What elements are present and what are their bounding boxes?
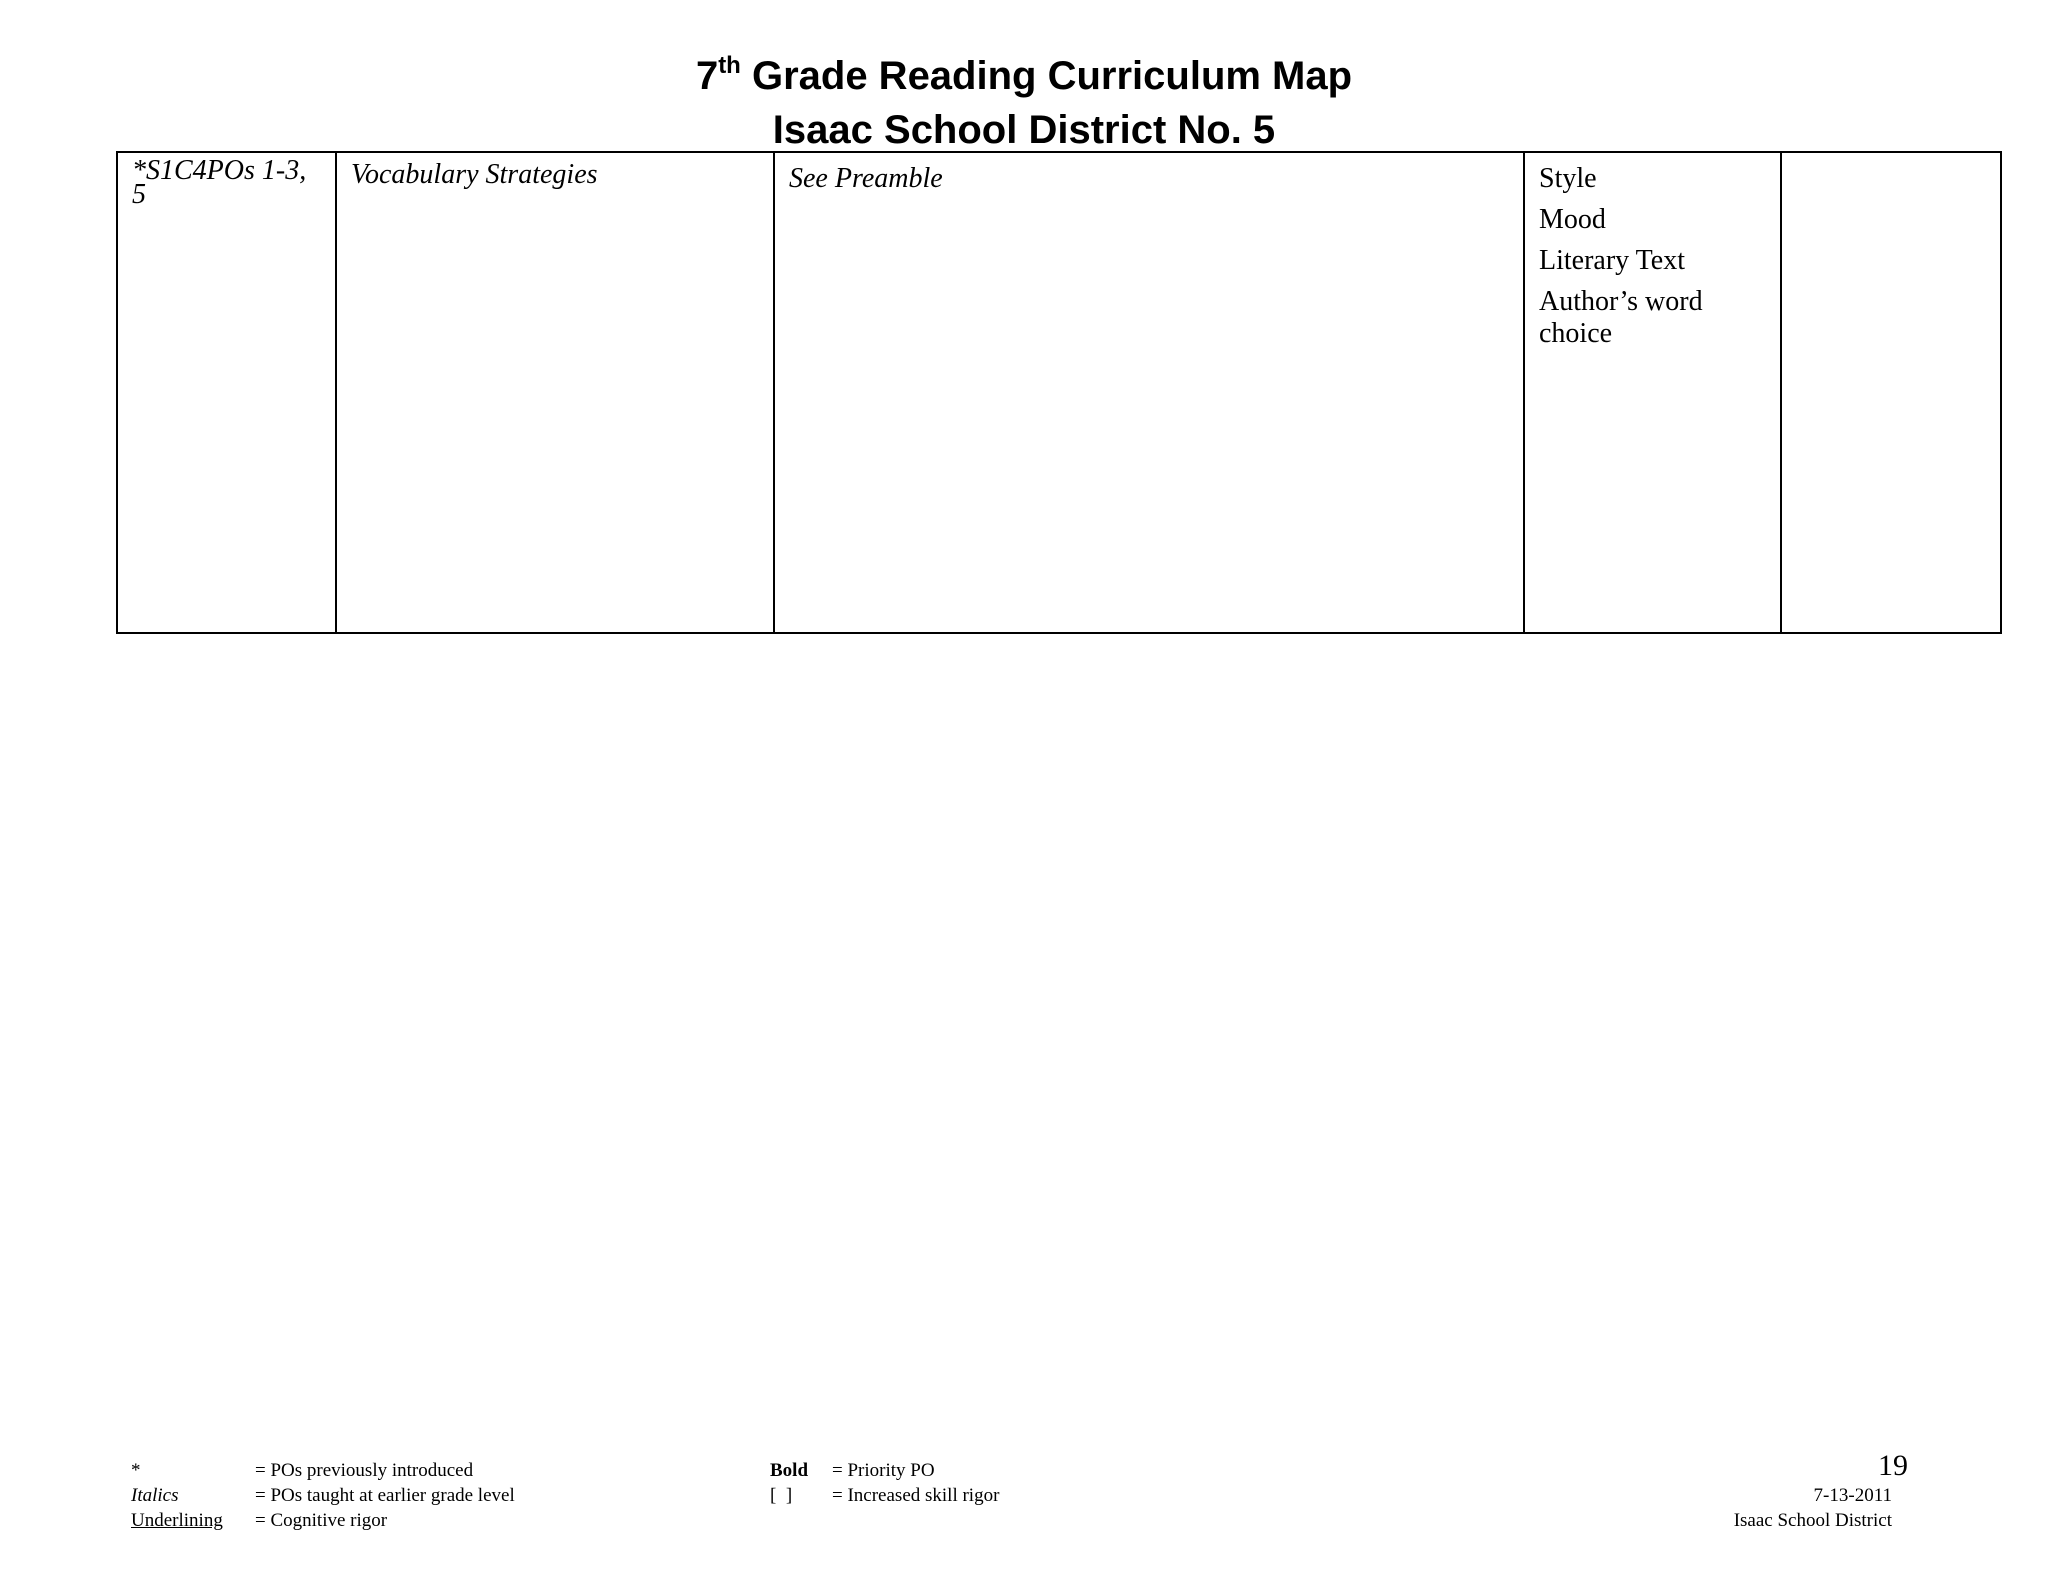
grade-number: 7	[695, 54, 719, 98]
vocab-item: Mood	[1539, 204, 1606, 235]
legend-key: Underlining	[131, 1510, 223, 1531]
legend-desc: = POs previously introduced	[255, 1460, 474, 1481]
legend-mid	[770, 1458, 999, 1508]
legend-desc: = Cognitive rigor	[255, 1510, 388, 1531]
legend-row	[131, 1458, 515, 1483]
legend-key: [ ]	[770, 1485, 793, 1506]
vocabulary-cell	[1524, 152, 1781, 633]
legend-desc: = Increased skill rigor	[832, 1485, 1000, 1506]
footer-district: Isaac School District	[1733, 1510, 1892, 1531]
legend-row	[131, 1508, 515, 1533]
curriculum-table	[116, 151, 2002, 634]
footer-info	[1734, 1483, 1892, 1533]
page-header	[0, 52, 2048, 154]
legend-left	[131, 1458, 515, 1533]
po-cell: *S1C4POs 1-3, 5	[117, 152, 336, 633]
legend-row	[131, 1483, 515, 1508]
page-title	[0, 52, 2048, 106]
strategy-cell: Vocabulary Strategies	[336, 152, 774, 633]
title-text: Grade Reading Curriculum Map	[740, 54, 1353, 98]
district-title: Isaac School District No. 5	[772, 108, 1276, 152]
footer-date: 7-13-2011	[1813, 1485, 1892, 1506]
vocab-item: Author’s word choice	[1539, 286, 1703, 349]
legend-desc: = POs taught at earlier grade level	[255, 1485, 515, 1506]
table-row	[117, 152, 2001, 633]
preamble-cell: See Preamble	[774, 152, 1524, 633]
grade-suffix: th	[718, 52, 741, 79]
vocab-item: Literary Text	[1539, 245, 1686, 276]
legend-desc: = Priority PO	[832, 1460, 935, 1481]
legend-row	[770, 1483, 999, 1508]
notes-cell	[1781, 152, 2001, 633]
legend-row	[770, 1458, 999, 1483]
page-number: 19	[1878, 1449, 1908, 1482]
legend-key: Italics	[131, 1485, 179, 1506]
vocab-item: Style	[1539, 163, 1597, 194]
legend-key: Bold	[770, 1460, 809, 1481]
legend-key: *	[131, 1460, 141, 1481]
